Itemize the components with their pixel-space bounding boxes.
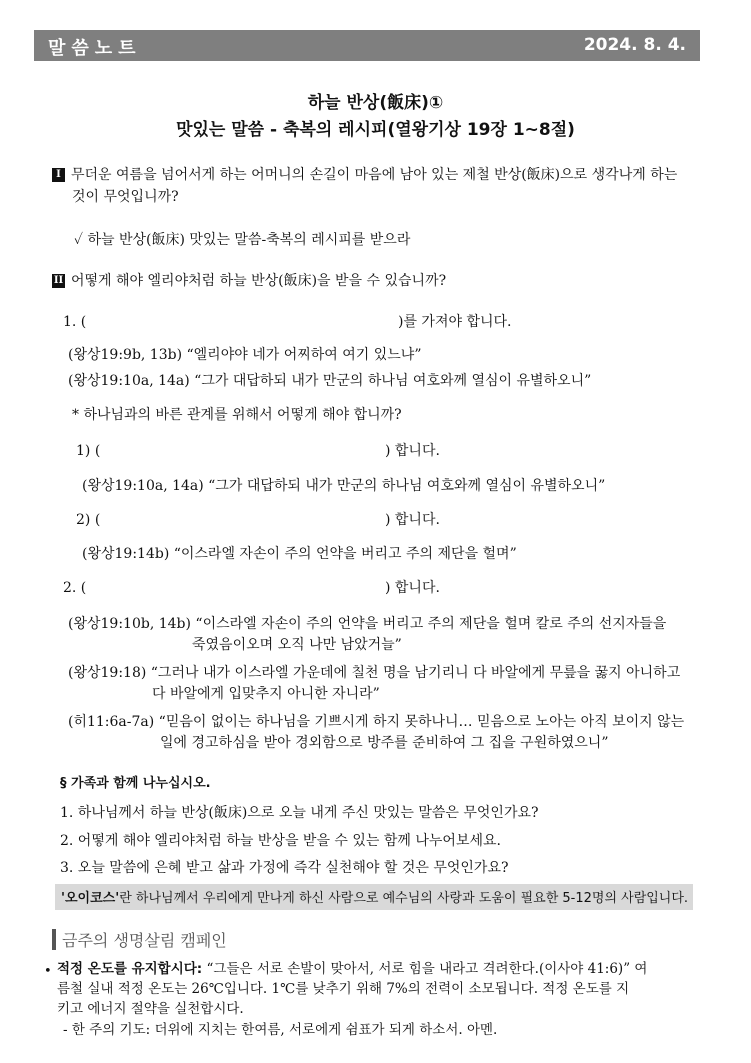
reference-4-line2: 다 바알에게 입맞추지 아니한 자니라” bbox=[152, 686, 380, 702]
family-question-3: 3. 오늘 말씀에 은혜 받고 삶과 가정에 즉각 실천해야 할 것은 무엇인가요? bbox=[60, 860, 509, 876]
campaign-prayer: - 한 주의 기도: 더위에 지치는 한여름, 서로에게 쉼표가 되게 하소서. 아멘. bbox=[63, 1022, 498, 1038]
section2-question-text: 어떻게 해야 엘리야처럼 하늘 반상(飯床)을 받을 수 있습니까? bbox=[71, 273, 447, 289]
sermon-subtitle: 맛있는 말씀 - 축복의 레시피(열왕기상 19장 1~8절) bbox=[176, 120, 575, 140]
section1-question-line2: 것이 무엇입니까? bbox=[72, 189, 179, 205]
item2-prefix: 2. ( bbox=[63, 580, 87, 596]
section1-question bbox=[52, 164, 677, 186]
oikos-term: '오이코스' bbox=[61, 891, 120, 906]
reference-5-line2: 일에 경고하심을 받아 경외함으로 방주를 준비하여 그 집을 구원하였으니” bbox=[160, 735, 609, 751]
sermon-title: 하늘 반상(飯床)① bbox=[307, 93, 444, 113]
header-label: 말씀노트 bbox=[48, 38, 142, 59]
reference-3-line1: (왕상19:10b, 14b) “이스라엘 자손이 주의 언약을 버리고 주의 제단을 헐며 칼로 주의 선지자들을 bbox=[68, 616, 667, 632]
campaign-marker bbox=[52, 929, 56, 950]
sub1-suffix: ) 합니다. bbox=[385, 443, 440, 459]
sub2-suffix: ) 합니다. bbox=[385, 512, 440, 528]
campaign-line3: 키고 에너지 절약을 실천합시다. bbox=[57, 1001, 244, 1017]
reference-2: (왕상19:10a, 14a) “그가 대답하되 내가 만군의 하나님 여호와께 열심이 유별하오니” bbox=[68, 373, 592, 389]
campaign-heading: 금주의 생명살림 캠페인 bbox=[62, 931, 227, 950]
reference-5-line1: (히11:6a-7a) “믿음이 없이는 하나님을 기쁘시게 하지 못하나니… 믿음으로 노아는 아직 보이지 않는 bbox=[68, 714, 685, 730]
family-question-1: 1. 하나님께서 하늘 반상(飯床)으로 오늘 내게 주신 맛있는 말씀은 무엇인가요? bbox=[60, 805, 539, 821]
sub1-prefix: 1) ( bbox=[76, 443, 101, 459]
campaign-bold-lead: 적정 온도를 유지합시다: bbox=[57, 961, 203, 977]
header-date: 2024. 8. 4. bbox=[583, 35, 686, 55]
sub2-reference: (왕상19:14b) “이스라엘 자손이 주의 언약을 버리고 주의 제단을 헐며” bbox=[82, 546, 517, 562]
section2-note: * 하나님과의 바른 관계를 위해서 어떻게 해야 합니까? bbox=[72, 407, 402, 423]
family-heading: § 가족과 함께 나누십시오. bbox=[60, 776, 211, 791]
section1-question-line1: 무더운 여름을 넘어서게 하는 어머니의 손길이 마음에 남아 있는 제철 반상(飯床)으로 생각나게 하는 bbox=[71, 167, 678, 183]
item2-suffix: ) 합니다. bbox=[385, 580, 440, 596]
section1-answer: ✓ 하늘 반상(飯床) 맛있는 말씀-축복의 레시피를 받으라 bbox=[74, 232, 411, 248]
item1-suffix: )를 가져야 합니다. bbox=[398, 314, 512, 330]
campaign-bullet: • bbox=[44, 964, 52, 979]
family-question-2: 2. 어떻게 해야 엘리야처럼 하늘 반상을 받을 수 있는 함께 나누어보세요. bbox=[60, 833, 501, 849]
sub1-reference: (왕상19:10a, 14a) “그가 대답하되 내가 만군의 하나님 여호와께 열심이 유별하오니” bbox=[82, 478, 606, 494]
oikos-description: 란 하나님께서 우리에게 만나게 하신 사람으로 예수님의 사랑과 도움이 필요한 5-12명의 사람입니다. bbox=[119, 891, 689, 906]
reference-3-line2: 죽였음이오며 오직 나만 남았거늘” bbox=[192, 637, 402, 653]
section2-numeral: II bbox=[53, 275, 64, 286]
oikos-band bbox=[55, 884, 693, 910]
sub2-prefix: 2) ( bbox=[76, 512, 101, 528]
campaign-line2: 름철 실내 적정 온도는 26℃입니다. 1℃를 낮추기 위해 7%의 전력이 소모됩니다. 적정 온도를 지 bbox=[57, 981, 630, 997]
page-header bbox=[34, 30, 700, 61]
oikos-text bbox=[61, 887, 688, 906]
campaign-line1 bbox=[57, 958, 647, 980]
section1-numeral: I bbox=[52, 168, 65, 182]
reference-4-line1: (왕상19:18) “그러나 내가 이스라엘 가운데에 칠천 명을 남기리니 다 바알에게 무릎을 꿇지 아니하고 bbox=[68, 665, 681, 681]
section2-question bbox=[52, 270, 446, 292]
reference-1: (왕상19:9b, 13b) “엘리야야 네가 어찌하여 여기 있느냐” bbox=[68, 347, 422, 363]
campaign-line1-text: “그들은 서로 손발이 맞아서, 서로 힘을 내라고 격려한다.(이사야 41:6)” 여 bbox=[206, 961, 648, 977]
item1-prefix: 1. ( bbox=[63, 314, 87, 330]
